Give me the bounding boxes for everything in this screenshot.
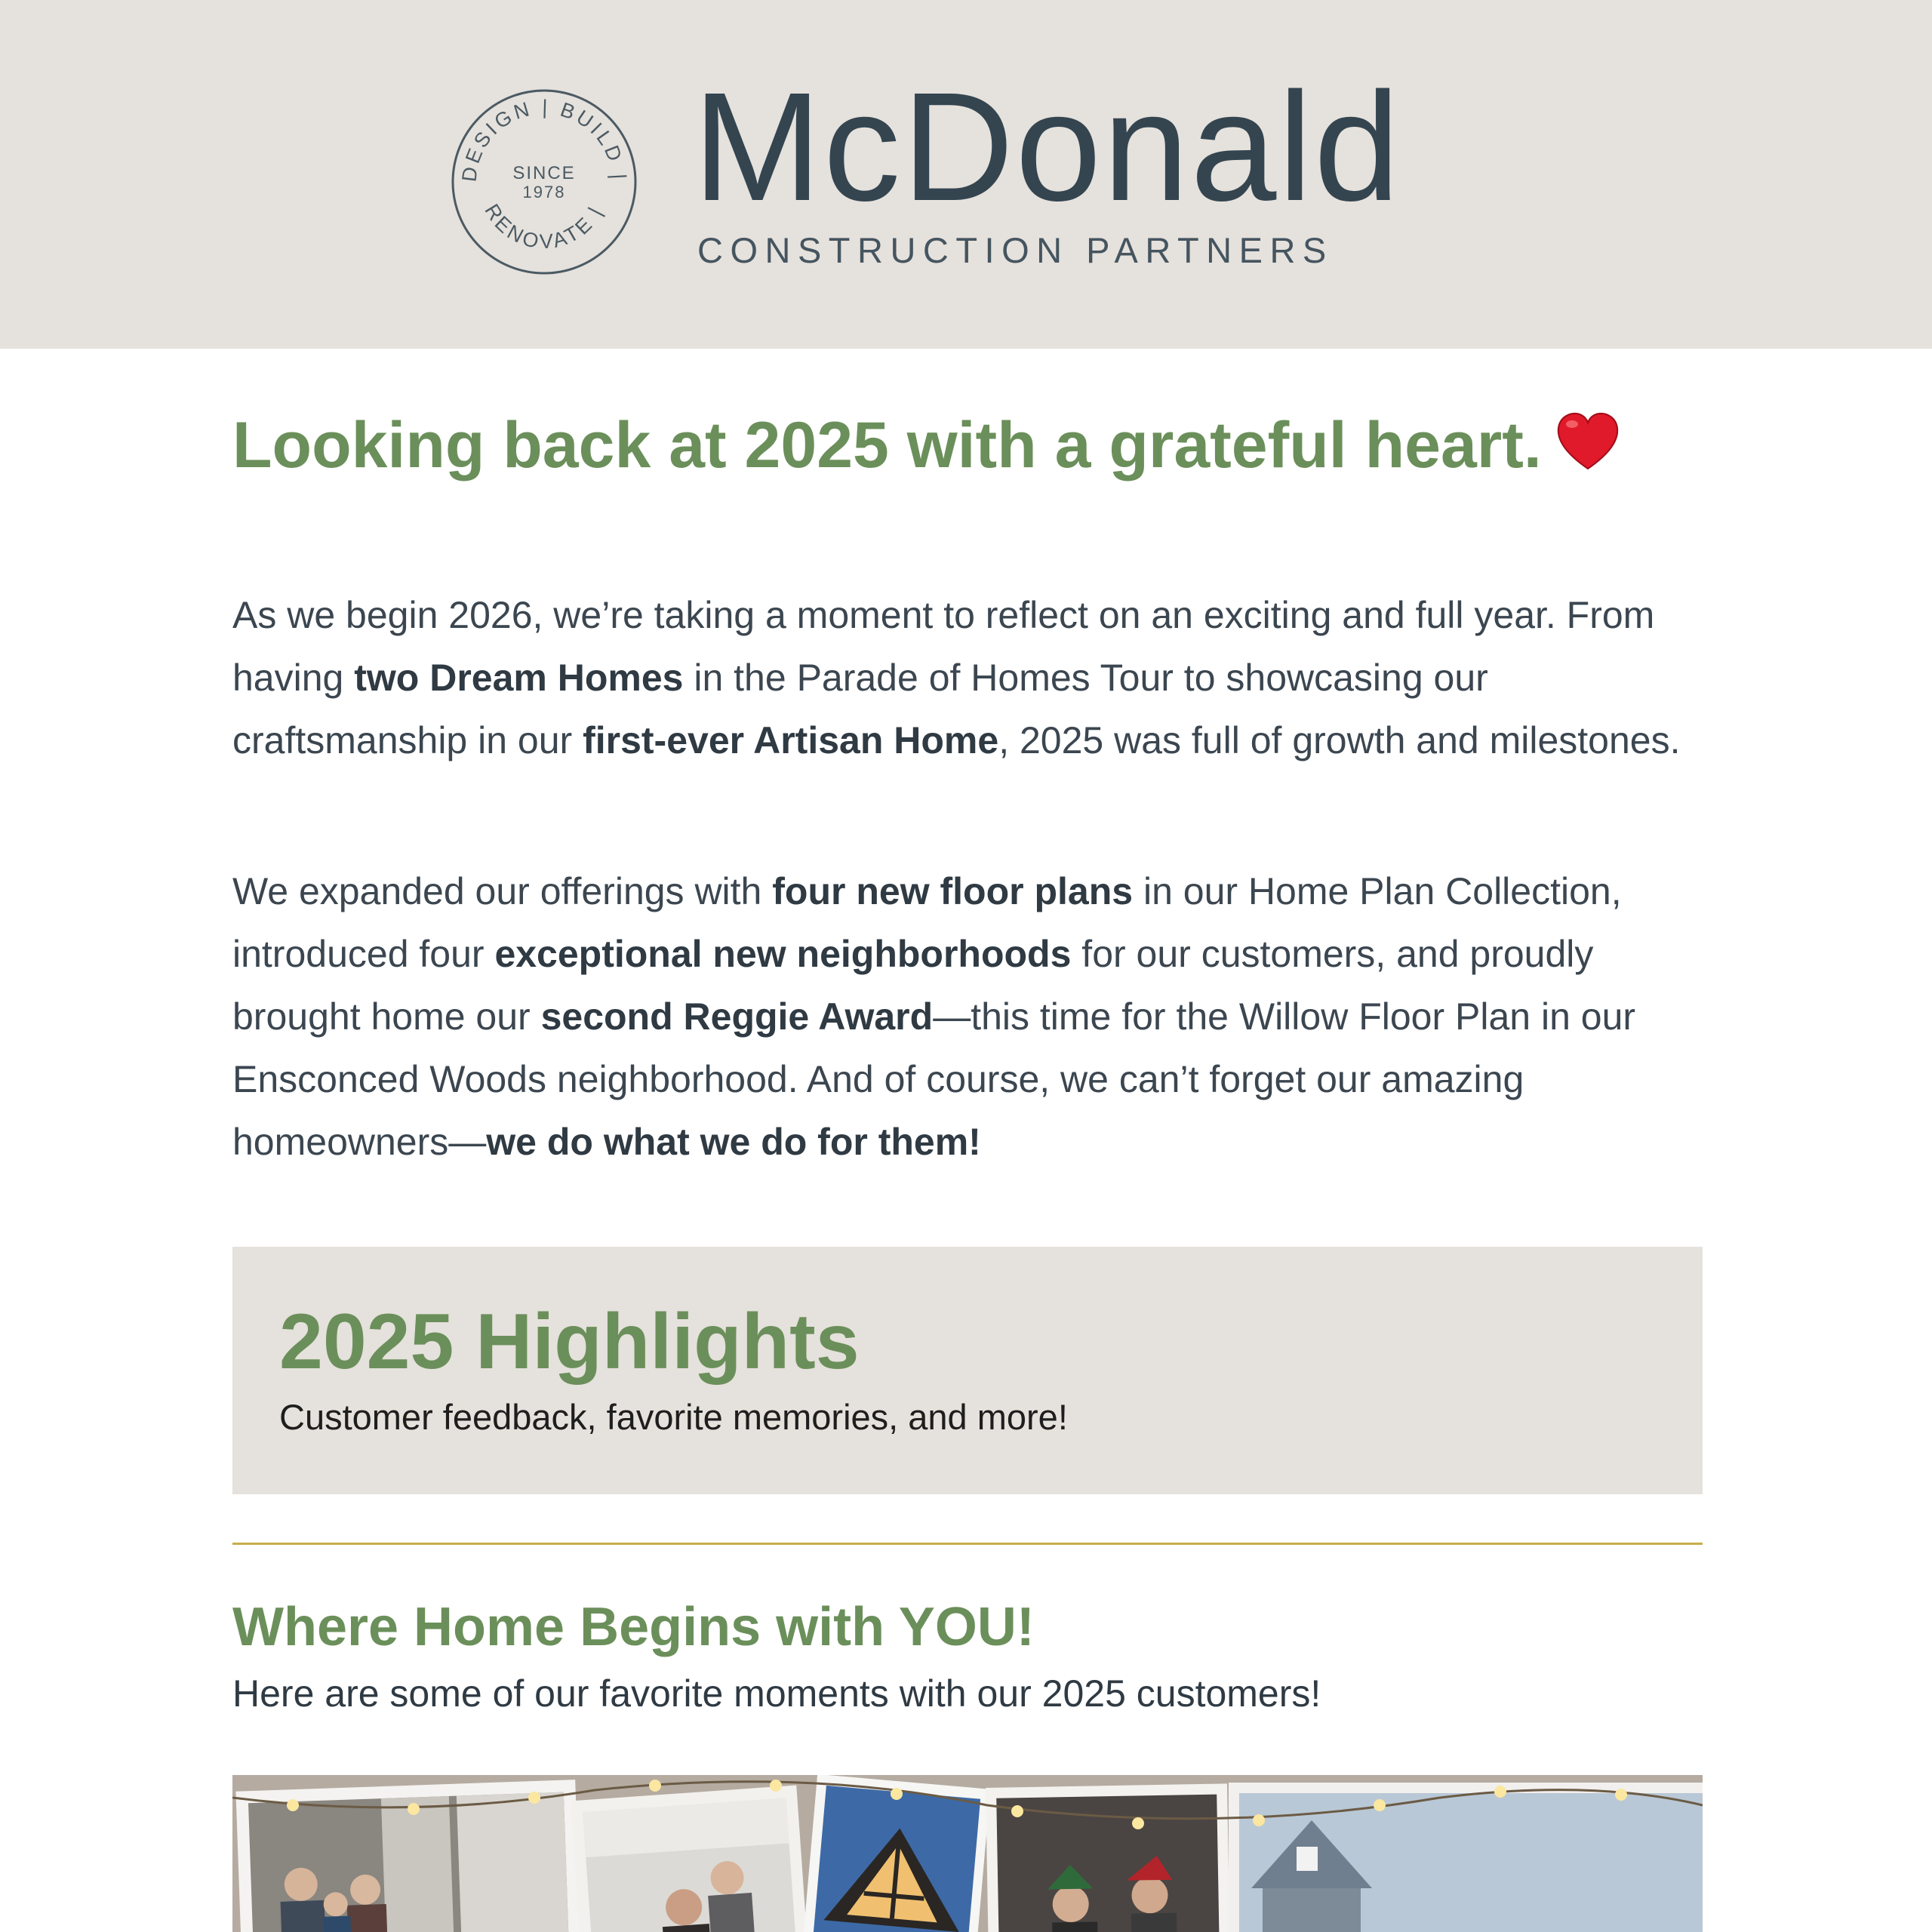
customers-title: Where Home Begins with YOU! xyxy=(232,1597,1035,1657)
brand-subtitle: CONSTRUCTION PARTNERS xyxy=(697,230,1334,270)
p2-text-4: —this time for the Willow Floor Plan in our Ensconced Woods neighborhood. And of course, we can’t forget our amazing homeowners— xyxy=(232,995,1636,1163)
customer-photo-collage[interactable] xyxy=(232,1775,1703,1932)
highlights-subtitle: Customer feedback, favorite memories, and more! xyxy=(279,1397,1068,1437)
seal-ring-top: DESIGN | BUILD | xyxy=(457,95,631,183)
svg-text:RENOVATE | xyxy=(480,200,608,253)
p2-text-3: for our customers, and proudly brought home our xyxy=(232,933,1594,1038)
highlights-title: 2025 Highlights xyxy=(279,1298,860,1386)
highlights-banner xyxy=(232,1247,1703,1494)
intro-headline xyxy=(232,408,1620,483)
photo-holiday-couple xyxy=(986,1783,1230,1932)
email-header xyxy=(0,0,1932,349)
collage-image xyxy=(232,1775,1703,1932)
heart-icon xyxy=(1555,411,1620,472)
p2-bold-closing: we do what we do for them! xyxy=(486,1121,981,1163)
p1-bold-artisan-home: first-ever Artisan Home xyxy=(583,719,999,761)
seal-year: 1978 xyxy=(522,183,566,202)
intro-paragraph-2 xyxy=(232,860,1703,1174)
p1-text-1: As we begin 2026, we’re taking a moment to reflect on an exciting and full year. From having xyxy=(232,594,1655,699)
customers-subtitle: Here are some of our favorite moments with our 2025 customers! xyxy=(232,1672,1321,1715)
intro-paragraph-1 xyxy=(232,584,1703,772)
photo-house-exterior xyxy=(1229,1783,1703,1932)
seal-ring-bottom: RENOVATE | xyxy=(480,200,608,254)
p2-text-2: in our Home Plan Collection, introduced four xyxy=(232,870,1622,975)
design-build-renovate-seal xyxy=(450,88,638,276)
p2-bold-floor-plans: four new floor plans xyxy=(772,870,1134,912)
headline-text: Looking back at 2025 with a grateful heart. xyxy=(232,409,1542,481)
p1-text-3: , 2025 was full of growth and milestones. xyxy=(998,719,1681,761)
p2-text-1: We expanded our offerings with xyxy=(232,870,773,912)
p1-bold-dream-homes: two Dream Homes xyxy=(354,657,684,699)
seal-since: SINCE xyxy=(512,163,576,183)
p2-bold-neighborhoods: exceptional new neighborhoods xyxy=(494,933,1072,975)
section-divider xyxy=(232,1543,1703,1545)
p1-text-2: in the Parade of Homes Tour to showcasing our craftsmanship in our xyxy=(232,657,1488,761)
brand-name: McDonald xyxy=(693,60,1401,233)
photo-couple-kitchen xyxy=(571,1785,808,1932)
p2-bold-reggie-award: second Reggie Award xyxy=(540,995,934,1038)
